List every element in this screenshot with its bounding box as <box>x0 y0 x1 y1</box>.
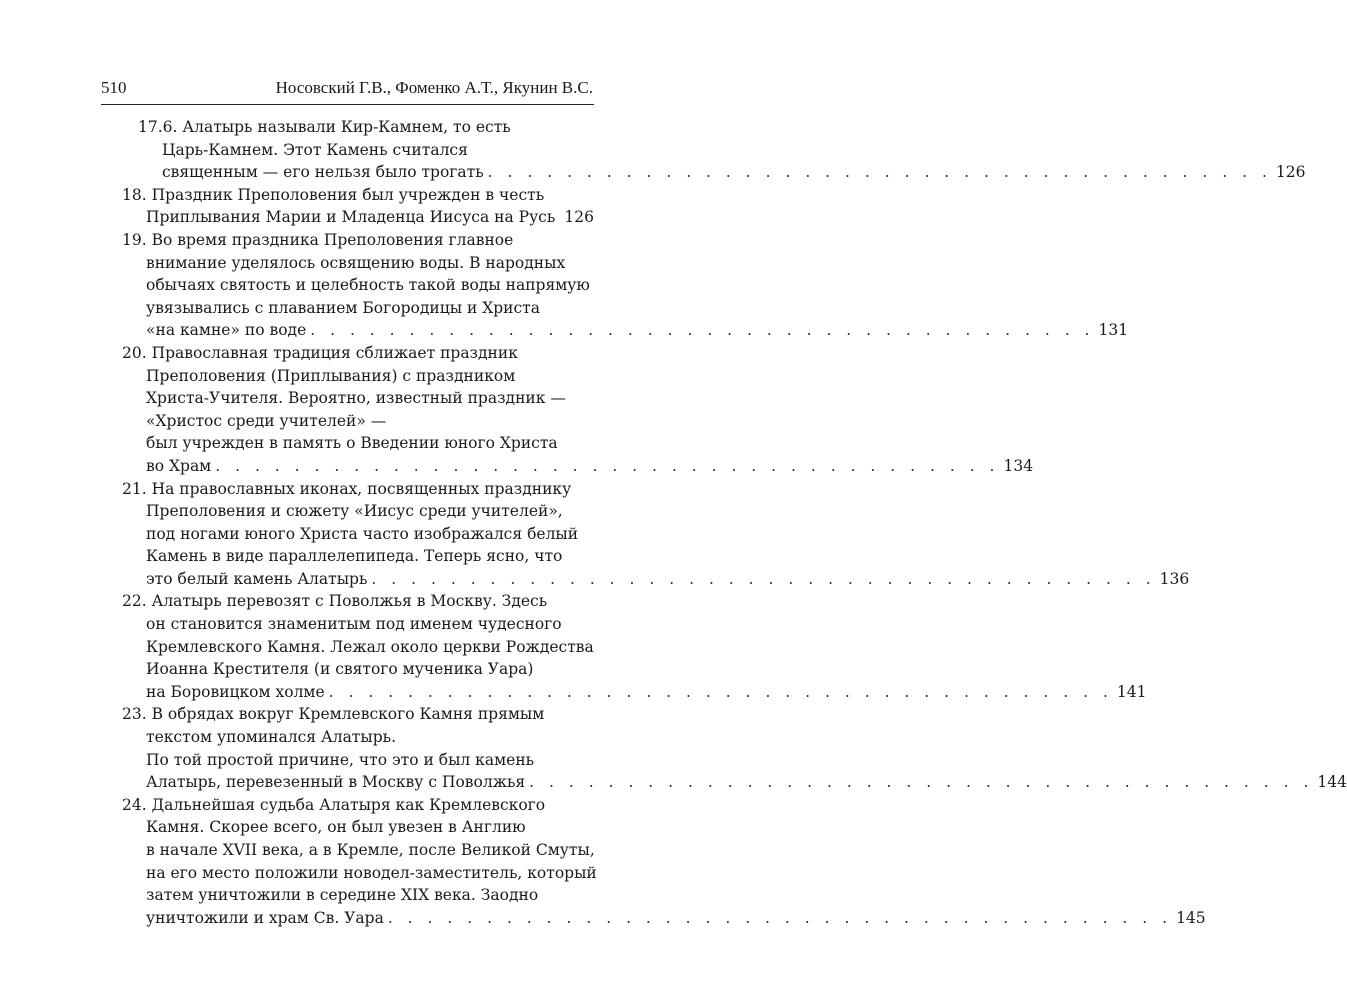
toc-entry-20[interactable] <box>122 342 1034 478</box>
toc-last-line <box>138 161 1306 184</box>
toc-page-number: 134 <box>1003 456 1034 475</box>
toc-line: это белый камень Алатырь <box>146 569 368 588</box>
toc-last-line <box>122 681 1147 704</box>
dot-leader: . . . . . . . . . . . . . . . . . . . . . . . . . . . . . . . . . . . . . . . . <box>328 682 1113 701</box>
toc-line: 19. Во время праздника Преполовения главное <box>122 230 514 249</box>
dot-leader: . . . . . . . . . . . . . . . . . . . . . . . . . . . . . . . . . . . . . . . . <box>387 908 1173 927</box>
toc-line: Царь-Камнем. Этот Камень считался <box>162 140 468 159</box>
toc-line: внимание уделялось освящению воды. В народных <box>146 253 566 272</box>
toc-entry-23[interactable] <box>122 703 1347 793</box>
toc-page-number: 136 <box>1159 569 1190 588</box>
toc-line: Христа-Учителя. Вероятно, известный праздник — <box>146 389 566 408</box>
toc-line: обычаях святость и целебность такой воды напрямую <box>146 276 590 295</box>
toc-line: на его место положили новодел-заместитель, который <box>146 863 597 882</box>
toc-line: 24. Дальнейшая судьба Алатыря как Кремлевского <box>122 795 546 814</box>
toc-page-number: 145 <box>1176 908 1206 927</box>
header-rule <box>101 104 594 105</box>
toc-line: Камень в виде параллелепипеда. Теперь ясно, что <box>146 547 563 566</box>
running-header-authors: Носовский Г.В., Фоменко А.Т., Якунин В.С. <box>275 78 593 97</box>
toc-page-number: 126 <box>564 208 594 227</box>
toc-line: Алатырь, перевезенный в Москву с Поволжья <box>146 773 526 792</box>
toc-line: «на камне» по воде <box>146 321 307 340</box>
toc-page-number: 126 <box>1275 163 1306 182</box>
toc-line: в начале XVII века, а в Кремле, после Великой Смуты, <box>146 841 595 859</box>
dot-leader: . . . . . . . . . . . . . . . . . . . . . . . . . . . . . . . . . . . . . . . . <box>487 163 1272 182</box>
toc-entry-19[interactable] <box>122 229 1129 342</box>
toc-line: 22. Алатырь перевозят с Поволжья в Москву. Здесь <box>122 592 548 611</box>
toc-entry-22[interactable] <box>122 590 1147 703</box>
toc-last-line <box>122 907 1206 930</box>
toc-last-line <box>122 206 594 229</box>
toc-page-number: 131 <box>1098 321 1129 340</box>
running-header <box>101 78 593 98</box>
toc-line: под ногами юного Христа часто изображался белый <box>146 524 579 543</box>
page-number: 510 <box>101 78 127 97</box>
toc-line: По той простой причине, что это и был камень <box>146 750 535 769</box>
toc-last-line <box>122 568 1190 591</box>
toc-last-line <box>122 319 1129 342</box>
toc-entry-18[interactable] <box>122 184 594 229</box>
dot-leader: . . . . . . . . . . . . . . . . . . . . . . . . . . . . . . . . . . . . . . . . <box>529 773 1314 792</box>
toc-line: текстом упоминался Алатырь. <box>146 728 397 747</box>
table-of-contents <box>122 116 1347 929</box>
toc-entry-21[interactable] <box>122 478 1190 591</box>
toc-line: был учрежден в память о Введении юного Христа <box>146 434 558 453</box>
toc-line: он становится знаменитым под именем чудесного <box>146 615 562 634</box>
toc-line: Камня. Скорее всего, он был увезен в Англию <box>146 818 526 837</box>
toc-line: Преполовения (Приплывания) с праздником <box>146 366 516 385</box>
toc-line: Приплывания Марии и Младенца Иисуса на Русь <box>146 208 556 227</box>
toc-line: затем уничтожили в середине XIX века. Заодно <box>146 886 539 905</box>
toc-entry-24[interactable] <box>122 794 1206 930</box>
toc-line: на Боровицком холме <box>146 682 325 701</box>
dot-leader: . . . . . . . . . . . . . . . . . . . . . . . . . . . . . . . . . . . . . . . . <box>215 456 1000 475</box>
toc-line: во Храм <box>146 456 212 475</box>
dot-leader: . . . . . . . . . . . . . . . . . . . . . . . . . . . . . . . . . . . . . . . . <box>310 321 1095 340</box>
toc-line: Преполовения и сюжету «Иисус среди учителей», <box>146 502 563 521</box>
toc-entry-17-6[interactable] <box>122 116 1306 184</box>
toc-line: священным — его нельзя было трогать <box>162 163 484 182</box>
toc-line: 21. На православных иконах, посвященных празднику <box>122 479 572 498</box>
toc-line: 23. В обрядах вокруг Кремлевского Камня прямым <box>122 705 545 724</box>
toc-line: увязывались с плаванием Богородицы и Христа <box>146 298 540 317</box>
toc-page-number: 144 <box>1317 773 1347 792</box>
toc-line: «Христос среди учителей» — <box>146 411 387 430</box>
toc-last-line <box>122 455 1034 478</box>
dot-leader: . . . . . . . . . . . . . . . . . . . . . . . . . . . . . . . . . . . . . . . . <box>371 569 1156 588</box>
toc-line: 20. Православная традиция сближает праздник <box>122 343 518 362</box>
toc-last-line <box>122 771 1347 794</box>
toc-line: 17.6. Алатырь называли Кир-Камнем, то есть <box>138 118 511 136</box>
toc-line: 18. Праздник Преполовения был учрежден в честь <box>122 185 545 204</box>
toc-page-number: 141 <box>1116 682 1147 701</box>
toc-line: Кремлевского Камня. Лежал около церкви Рождества <box>146 637 594 656</box>
toc-line: Иоанна Крестителя (и святого мученика Уара) <box>146 660 534 679</box>
toc-line: уничтожили и храм Св. Уара <box>146 908 384 927</box>
